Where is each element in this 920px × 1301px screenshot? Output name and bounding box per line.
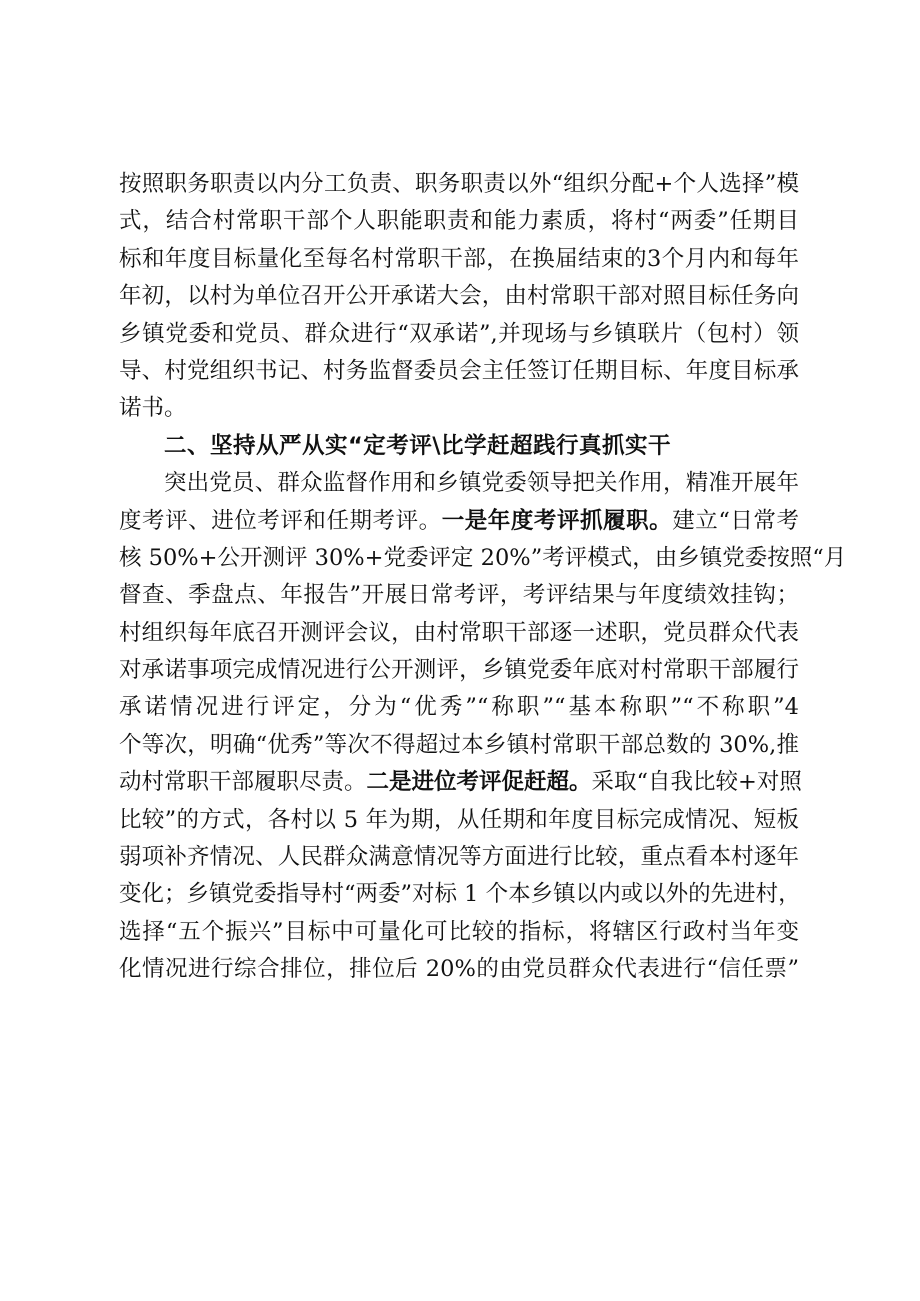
- paragraph-2-line-5: 村组织每年底召开测评会议，由村常职干部逐一述职，党员群众代表: [119, 619, 799, 646]
- paragraph-2-line-10: 比较”的方式，各村以 5 年为期，从任期和年度目标完成情况、短板: [119, 806, 799, 833]
- progress-evaluation-lead: 二是进位考评促赶超。: [366, 769, 592, 796]
- paragraph-1-line-6: 导、村党组织书记、村务监督委员会主任签订任期目标、年度目标承: [119, 357, 799, 384]
- paragraph-2-line-9-tail: 采取“自我比较+对照: [591, 769, 802, 796]
- paragraph-2-line-3: 核 50%+公开测评 30%+党委评定 20%”考评模式，由乡镇党委按照“月: [119, 544, 847, 571]
- document-body: [119, 166, 847, 989]
- paragraph-2-line-7: 承诺情况进行评定，分为“优秀”“称职”“基本称职”“不称职”4: [119, 694, 799, 721]
- paragraph-2-line-9-text: 动村常职干部履职尽责。: [119, 769, 367, 796]
- paragraph-1-line-1: 按照职务职责以内分工负责、职务职责以外“组织分配+个人选择”模: [119, 171, 799, 197]
- paragraph-1-line-2: 式，结合村常职干部个人职能职责和能力素质，将村“两委”任期目: [119, 208, 799, 235]
- paragraph-2-line-13: 选择“五个振兴”目标中可量化可比较的指标，将辖区行政村当年变: [119, 918, 799, 945]
- paragraph-2-line-1: 突出党员、群众监督作用和乡镇党委领导把关作用，精准开展年: [164, 470, 799, 497]
- paragraph-2-line-14: 化情况进行综合排位，排位后 20%的由党员群众代表进行“信任票”: [119, 956, 799, 983]
- paragraph-2-line-11: 弱项补齐情况、人民群众满意情况等方面进行比较，重点看本村逐年: [119, 844, 799, 871]
- paragraph-1-line-3: 标和年度目标量化至每名村常职干部，在换届结束的3个月内和每年: [119, 245, 799, 272]
- paragraph-2-line-4: 督查、季盘点、年报告”开展日常考评，考评结果与年度绩效挂钩；: [119, 582, 799, 609]
- paragraph-2-line-2: [119, 503, 799, 540]
- annual-evaluation-lead: 一是年度考评抓履职。: [441, 507, 673, 534]
- paragraph-2-line-2-text: 度考评、进位考评和任期考评。: [119, 507, 442, 534]
- section-heading-2: 二、坚持从严从实“定考评\比学赶超践行真抓实干: [164, 432, 672, 459]
- paragraph-1-line-7: 诺书。: [119, 395, 187, 422]
- paragraph-2-line-6: 对承诺事项完成情况进行公开测评，乡镇党委年底对村常职干部履行: [119, 657, 799, 684]
- paragraph-2-line-2-tail: 建立“日常考: [672, 507, 799, 534]
- paragraph-2-line-12: 变化；乡镇党委指导村“两委”对标 1 个本乡镇以内或以外的先进村，: [119, 881, 801, 908]
- paragraph-2-line-8: 个等次，明确“优秀”等次不得超过本乡镇村常职干部总数的 30%,推: [119, 731, 799, 758]
- paragraph-1-line-4: 年初，以村为单位召开公开承诺大会，由村常职干部对照目标任务向: [119, 283, 799, 310]
- paragraph-1-line-5: 乡镇党委和党员、群众进行“双承诺”,并现场与乡镇联片（包村）领: [119, 320, 799, 347]
- paragraph-2-line-9: [119, 764, 802, 801]
